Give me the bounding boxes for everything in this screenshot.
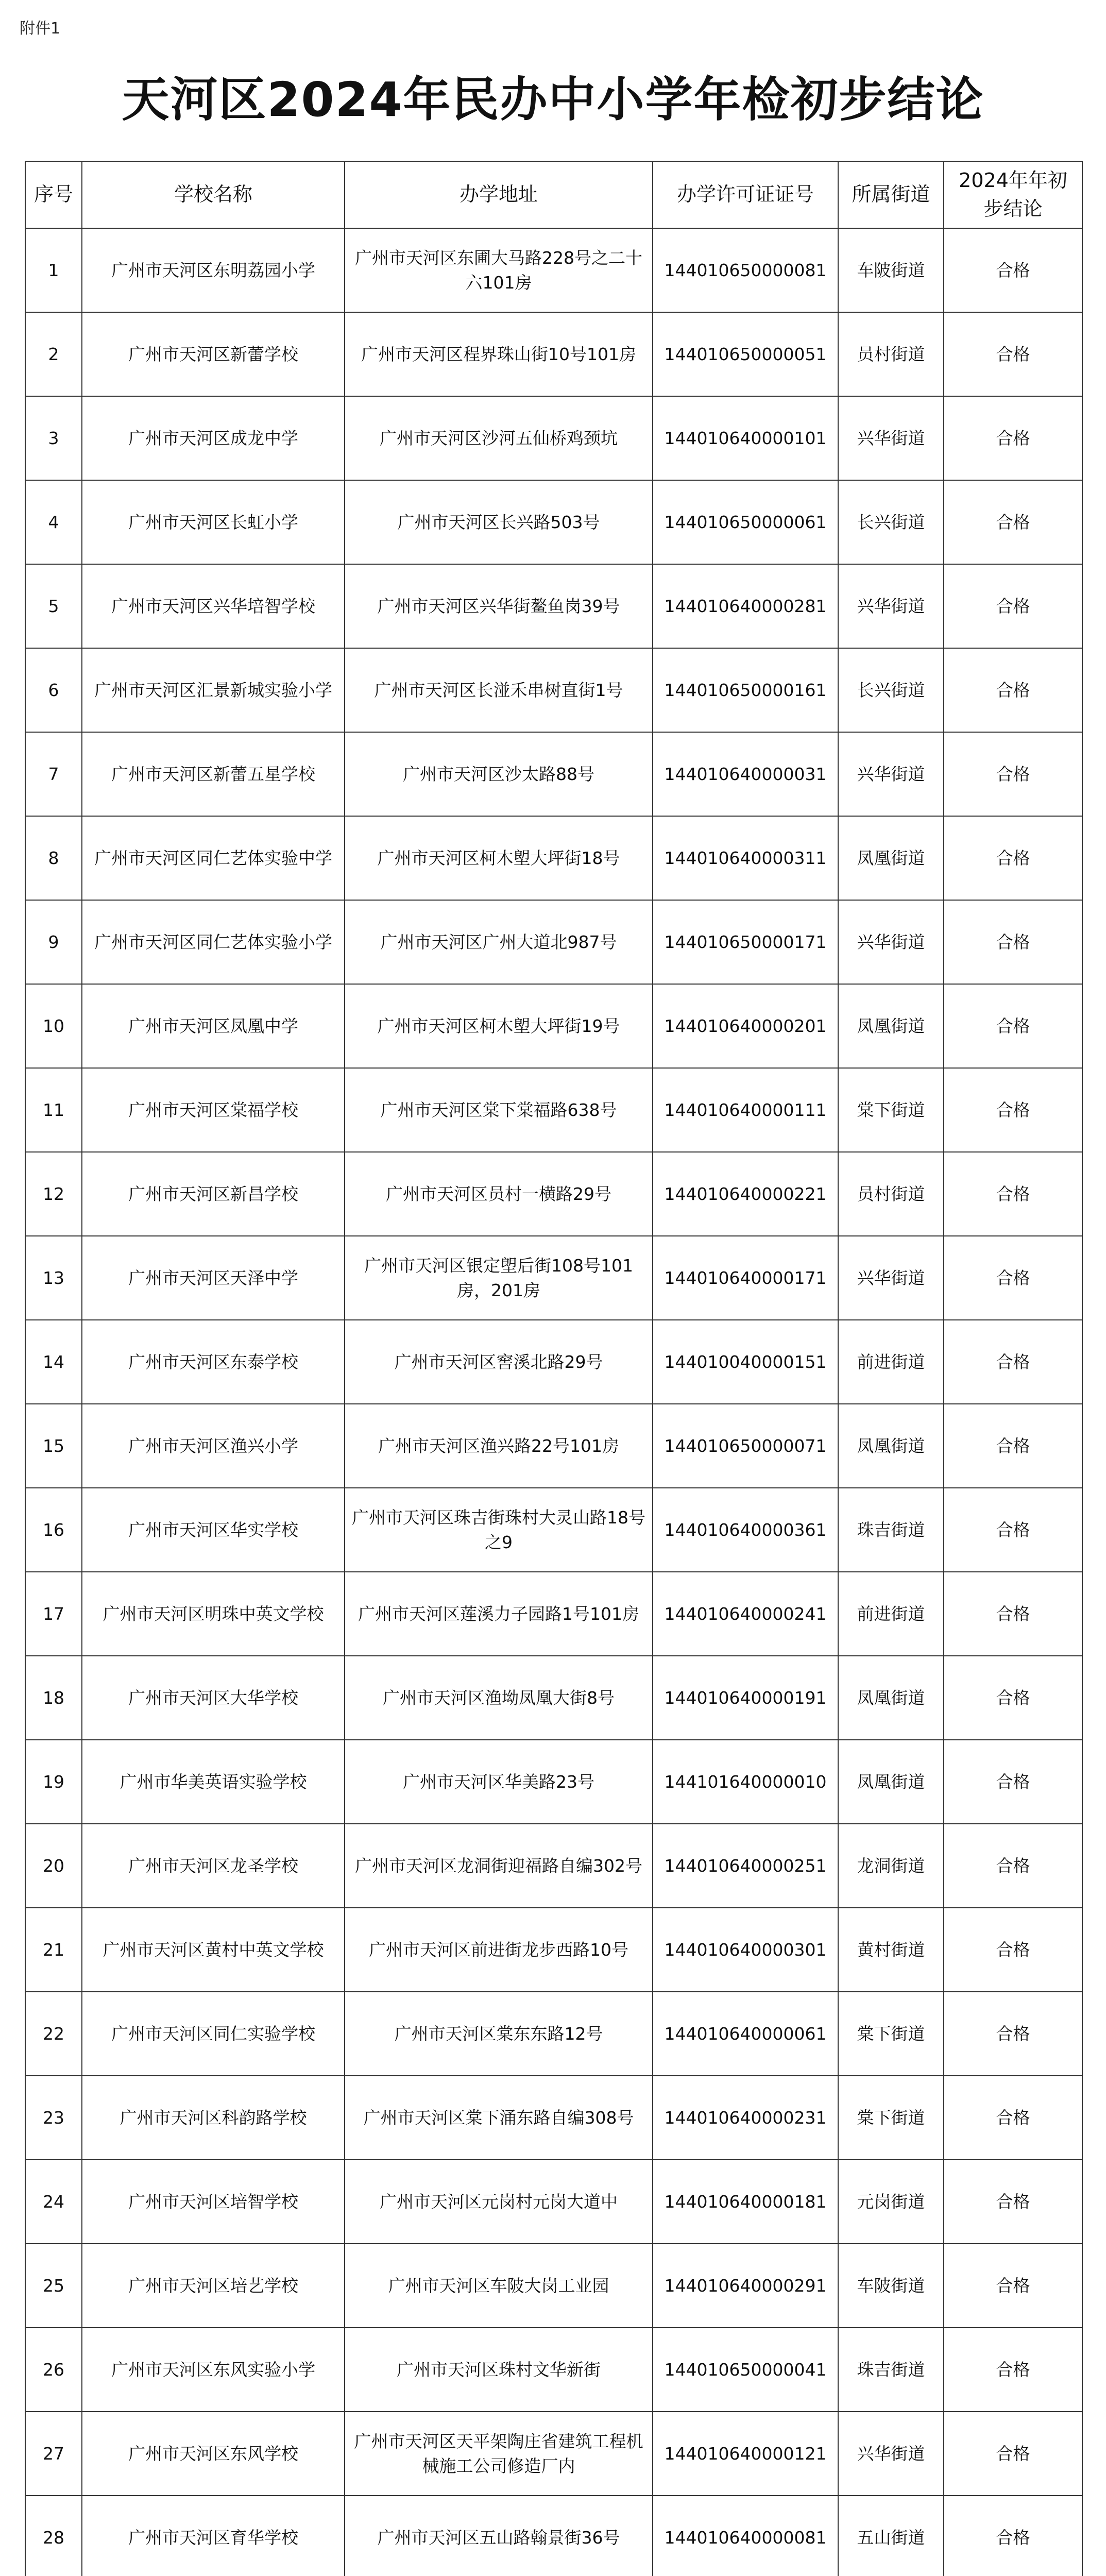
cell-result: 合格 xyxy=(944,900,1082,984)
table-row xyxy=(25,2076,1082,2160)
cell-license: 144010650000051 xyxy=(653,312,838,396)
cell-no: 24 xyxy=(25,2160,82,2244)
cell-street: 黄村街道 xyxy=(838,1908,944,1992)
cell-no: 12 xyxy=(25,1152,82,1236)
table-row xyxy=(25,648,1082,732)
cell-license: 144010640000361 xyxy=(653,1488,838,1572)
cell-address: 广州市天河区渔兴路22号101房 xyxy=(345,1404,653,1488)
cell-no: 26 xyxy=(25,2328,82,2412)
cell-street: 兴华街道 xyxy=(838,2412,944,2496)
cell-school-name: 广州市天河区新蕾学校 xyxy=(82,312,345,396)
table-row xyxy=(25,900,1082,984)
cell-no: 19 xyxy=(25,1740,82,1824)
cell-address: 广州市天河区棠东东路12号 xyxy=(345,1992,653,2076)
cell-no: 27 xyxy=(25,2412,82,2496)
cell-no: 22 xyxy=(25,1992,82,2076)
cell-school-name: 广州市天河区长虹小学 xyxy=(82,480,345,564)
cell-license: 144010640000111 xyxy=(653,1068,838,1152)
cell-no: 1 xyxy=(25,228,82,312)
cell-license: 144010640000301 xyxy=(653,1908,838,1992)
cell-school-name: 广州市天河区天泽中学 xyxy=(82,1236,345,1320)
cell-street: 凤凰街道 xyxy=(838,816,944,900)
header-row xyxy=(25,161,1082,228)
cell-result: 合格 xyxy=(944,2412,1082,2496)
cell-license: 144010640000241 xyxy=(653,1572,838,1656)
table-row xyxy=(25,2496,1082,2576)
cell-result: 合格 xyxy=(944,564,1082,648)
cell-result: 合格 xyxy=(944,984,1082,1068)
table-row xyxy=(25,732,1082,816)
cell-result: 合格 xyxy=(944,732,1082,816)
cell-no: 28 xyxy=(25,2496,82,2576)
cell-street: 员村街道 xyxy=(838,1152,944,1236)
cell-license: 144010650000061 xyxy=(653,480,838,564)
cell-school-name: 广州市天河区同仁艺体实验中学 xyxy=(82,816,345,900)
table-row xyxy=(25,2160,1082,2244)
cell-license: 144010640000281 xyxy=(653,564,838,648)
cell-address: 广州市天河区棠下涌东路自编308号 xyxy=(345,2076,653,2160)
cell-license: 144010650000171 xyxy=(653,900,838,984)
table-row xyxy=(25,1236,1082,1320)
cell-no: 7 xyxy=(25,732,82,816)
cell-school-name: 广州市天河区黄村中英文学校 xyxy=(82,1908,345,1992)
table-row xyxy=(25,1656,1082,1740)
cell-result: 合格 xyxy=(944,1824,1082,1908)
cell-street: 棠下街道 xyxy=(838,1068,944,1152)
table-row xyxy=(25,312,1082,396)
cell-no: 9 xyxy=(25,900,82,984)
cell-license: 144101640000010 xyxy=(653,1740,838,1824)
cell-address: 广州市天河区华美路23号 xyxy=(345,1740,653,1824)
cell-school-name: 广州市天河区新蕾五星学校 xyxy=(82,732,345,816)
table-row xyxy=(25,1908,1082,1992)
cell-address: 广州市天河区东圃大马路228号之二十六101房 xyxy=(345,228,653,312)
cell-address: 广州市天河区珠吉街珠村大灵山路18号之9 xyxy=(345,1488,653,1572)
cell-school-name: 广州市天河区龙圣学校 xyxy=(82,1824,345,1908)
cell-license: 144010640000061 xyxy=(653,1992,838,2076)
cell-address: 广州市天河区沙河五仙桥鸡颈坑 xyxy=(345,396,653,480)
cell-street: 兴华街道 xyxy=(838,900,944,984)
cell-license: 144010640000221 xyxy=(653,1152,838,1236)
cell-school-name: 广州市天河区同仁艺体实验小学 xyxy=(82,900,345,984)
cell-result: 合格 xyxy=(944,396,1082,480)
cell-address: 广州市天河区五山路翰景街36号 xyxy=(345,2496,653,2576)
cell-street: 龙洞街道 xyxy=(838,1824,944,1908)
table-row xyxy=(25,984,1082,1068)
cell-address: 广州市天河区车陂大岗工业园 xyxy=(345,2244,653,2328)
table-row xyxy=(25,1152,1082,1236)
cell-result: 合格 xyxy=(944,1068,1082,1152)
page-title: 天河区2024年民办中小学年检初步结论 xyxy=(122,72,984,127)
table-row xyxy=(25,480,1082,564)
table-row xyxy=(25,564,1082,648)
table-row xyxy=(25,1824,1082,1908)
cell-street: 兴华街道 xyxy=(838,396,944,480)
cell-result: 合格 xyxy=(944,228,1082,312)
cell-street: 车陂街道 xyxy=(838,2244,944,2328)
cell-result: 合格 xyxy=(944,480,1082,564)
cell-address: 广州市天河区程界珠山街10号101房 xyxy=(345,312,653,396)
results-table xyxy=(25,161,1083,2576)
cell-street: 前进街道 xyxy=(838,1572,944,1656)
cell-result: 合格 xyxy=(944,1656,1082,1740)
cell-address: 广州市天河区莲溪力子园路1号101房 xyxy=(345,1572,653,1656)
cell-address: 广州市天河区长兴路503号 xyxy=(345,480,653,564)
cell-license: 144010640000191 xyxy=(653,1656,838,1740)
cell-license: 144010650000081 xyxy=(653,228,838,312)
cell-street: 兴华街道 xyxy=(838,1236,944,1320)
cell-school-name: 广州市天河区同仁实验学校 xyxy=(82,1992,345,2076)
header-no: 序号 xyxy=(25,161,82,228)
cell-no: 2 xyxy=(25,312,82,396)
cell-street: 元岗街道 xyxy=(838,2160,944,2244)
cell-street: 凤凰街道 xyxy=(838,1404,944,1488)
cell-no: 6 xyxy=(25,648,82,732)
cell-street: 珠吉街道 xyxy=(838,1488,944,1572)
cell-no: 10 xyxy=(25,984,82,1068)
cell-no: 18 xyxy=(25,1656,82,1740)
cell-result: 合格 xyxy=(944,1572,1082,1656)
cell-result: 合格 xyxy=(944,816,1082,900)
cell-no: 11 xyxy=(25,1068,82,1152)
cell-license: 144010640000101 xyxy=(653,396,838,480)
cell-result: 合格 xyxy=(944,1320,1082,1404)
cell-no: 20 xyxy=(25,1824,82,1908)
cell-license: 144010640000121 xyxy=(653,2412,838,2496)
cell-school-name: 广州市天河区兴华培智学校 xyxy=(82,564,345,648)
table-row xyxy=(25,1320,1082,1404)
cell-address: 广州市天河区沙太路88号 xyxy=(345,732,653,816)
cell-result: 合格 xyxy=(944,1992,1082,2076)
cell-license: 144010640000181 xyxy=(653,2160,838,2244)
header-result: 2024年年初步结论 xyxy=(944,161,1082,228)
cell-street: 长兴街道 xyxy=(838,648,944,732)
cell-address: 广州市天河区广州大道北987号 xyxy=(345,900,653,984)
cell-no: 25 xyxy=(25,2244,82,2328)
cell-address: 广州市天河区渔坳凤凰大街8号 xyxy=(345,1656,653,1740)
cell-result: 合格 xyxy=(944,2160,1082,2244)
cell-license: 144010640000291 xyxy=(653,2244,838,2328)
cell-school-name: 广州市天河区华实学校 xyxy=(82,1488,345,1572)
cell-no: 17 xyxy=(25,1572,82,1656)
cell-address: 广州市天河区元岗村元岗大道中 xyxy=(345,2160,653,2244)
cell-address: 广州市天河区前进街龙步西路10号 xyxy=(345,1908,653,1992)
cell-result: 合格 xyxy=(944,1908,1082,1992)
cell-street: 棠下街道 xyxy=(838,1992,944,2076)
cell-license: 144010650000041 xyxy=(653,2328,838,2412)
header-street: 所属街道 xyxy=(838,161,944,228)
cell-school-name: 广州市天河区东明荔园小学 xyxy=(82,228,345,312)
cell-no: 13 xyxy=(25,1236,82,1320)
cell-result: 合格 xyxy=(944,1488,1082,1572)
cell-address: 广州市天河区兴华街鳌鱼岗39号 xyxy=(345,564,653,648)
table-row xyxy=(25,396,1082,480)
cell-license: 144010640000231 xyxy=(653,2076,838,2160)
cell-school-name: 广州市天河区新昌学校 xyxy=(82,1152,345,1236)
cell-result: 合格 xyxy=(944,312,1082,396)
table-row xyxy=(25,816,1082,900)
cell-address: 广州市天河区长湴禾串树直街1号 xyxy=(345,648,653,732)
cell-result: 合格 xyxy=(944,1404,1082,1488)
cell-license: 144010650000071 xyxy=(653,1404,838,1488)
cell-address: 广州市天河区员村一横路29号 xyxy=(345,1152,653,1236)
cell-no: 4 xyxy=(25,480,82,564)
table-row xyxy=(25,2244,1082,2328)
cell-street: 员村街道 xyxy=(838,312,944,396)
cell-license: 144010640000031 xyxy=(653,732,838,816)
cell-license: 144010640000311 xyxy=(653,816,838,900)
cell-license: 144010640000081 xyxy=(653,2496,838,2576)
cell-no: 8 xyxy=(25,816,82,900)
cell-school-name: 广州市天河区育华学校 xyxy=(82,2496,345,2576)
cell-license: 144010640000201 xyxy=(653,984,838,1068)
table-row xyxy=(25,1488,1082,1572)
cell-address: 广州市天河区柯木塱大坪街18号 xyxy=(345,816,653,900)
cell-street: 车陂街道 xyxy=(838,228,944,312)
cell-address: 广州市天河区棠下棠福路638号 xyxy=(345,1068,653,1152)
cell-school-name: 广州市天河区成龙中学 xyxy=(82,396,345,480)
cell-license: 144010040000151 xyxy=(653,1320,838,1404)
cell-address: 广州市天河区银定塱后街108号101房，201房 xyxy=(345,1236,653,1320)
cell-no: 3 xyxy=(25,396,82,480)
cell-result: 合格 xyxy=(944,1236,1082,1320)
cell-address: 广州市天河区窖溪北路29号 xyxy=(345,1320,653,1404)
cell-license: 144010650000161 xyxy=(653,648,838,732)
cell-school-name: 广州市天河区渔兴小学 xyxy=(82,1404,345,1488)
cell-result: 合格 xyxy=(944,2076,1082,2160)
cell-street: 兴华街道 xyxy=(838,564,944,648)
table-row xyxy=(25,2412,1082,2496)
cell-street: 凤凰街道 xyxy=(838,1740,944,1824)
cell-no: 16 xyxy=(25,1488,82,1572)
table-row xyxy=(25,2328,1082,2412)
cell-street: 凤凰街道 xyxy=(838,1656,944,1740)
cell-no: 23 xyxy=(25,2076,82,2160)
cell-no: 21 xyxy=(25,1908,82,1992)
cell-street: 前进街道 xyxy=(838,1320,944,1404)
table-row xyxy=(25,228,1082,312)
cell-result: 合格 xyxy=(944,2244,1082,2328)
cell-school-name: 广州市天河区东泰学校 xyxy=(82,1320,345,1404)
cell-street: 珠吉街道 xyxy=(838,2328,944,2412)
cell-address: 广州市天河区天平架陶庄省建筑工程机械施工公司修造厂内 xyxy=(345,2412,653,2496)
cell-license: 144010640000251 xyxy=(653,1824,838,1908)
table-row xyxy=(25,1572,1082,1656)
cell-result: 合格 xyxy=(944,648,1082,732)
cell-school-name: 广州市天河区凤凰中学 xyxy=(82,984,345,1068)
cell-school-name: 广州市华美英语实验学校 xyxy=(82,1740,345,1824)
cell-school-name: 广州市天河区科韵路学校 xyxy=(82,2076,345,2160)
cell-result: 合格 xyxy=(944,2496,1082,2576)
cell-no: 14 xyxy=(25,1320,82,1404)
cell-street: 长兴街道 xyxy=(838,480,944,564)
cell-address: 广州市天河区柯木塱大坪街19号 xyxy=(345,984,653,1068)
cell-street: 五山街道 xyxy=(838,2496,944,2576)
cell-school-name: 广州市天河区汇景新城实验小学 xyxy=(82,648,345,732)
cell-school-name: 广州市天河区东风学校 xyxy=(82,2412,345,2496)
header-license: 办学许可证证号 xyxy=(653,161,838,228)
table-row xyxy=(25,1992,1082,2076)
cell-no: 5 xyxy=(25,564,82,648)
cell-street: 凤凰街道 xyxy=(838,984,944,1068)
cell-result: 合格 xyxy=(944,1152,1082,1236)
cell-school-name: 广州市天河区大华学校 xyxy=(82,1656,345,1740)
cell-license: 144010640000171 xyxy=(653,1236,838,1320)
header-name: 学校名称 xyxy=(82,161,345,228)
cell-result: 合格 xyxy=(944,2328,1082,2412)
cell-street: 兴华街道 xyxy=(838,732,944,816)
cell-school-name: 广州市天河区培艺学校 xyxy=(82,2244,345,2328)
cell-school-name: 广州市天河区培智学校 xyxy=(82,2160,345,2244)
cell-no: 15 xyxy=(25,1404,82,1488)
cell-school-name: 广州市天河区棠福学校 xyxy=(82,1068,345,1152)
cell-address: 广州市天河区珠村文华新街 xyxy=(345,2328,653,2412)
cell-school-name: 广州市天河区东风实验小学 xyxy=(82,2328,345,2412)
cell-result: 合格 xyxy=(944,1740,1082,1824)
header-address: 办学地址 xyxy=(345,161,653,228)
cell-school-name: 广州市天河区明珠中英文学校 xyxy=(82,1572,345,1656)
attachment-label: 附件1 xyxy=(20,20,61,38)
table-row xyxy=(25,1740,1082,1824)
table-row xyxy=(25,1068,1082,1152)
cell-address: 广州市天河区龙洞街迎福路自编302号 xyxy=(345,1824,653,1908)
cell-street: 棠下街道 xyxy=(838,2076,944,2160)
table-row xyxy=(25,1404,1082,1488)
